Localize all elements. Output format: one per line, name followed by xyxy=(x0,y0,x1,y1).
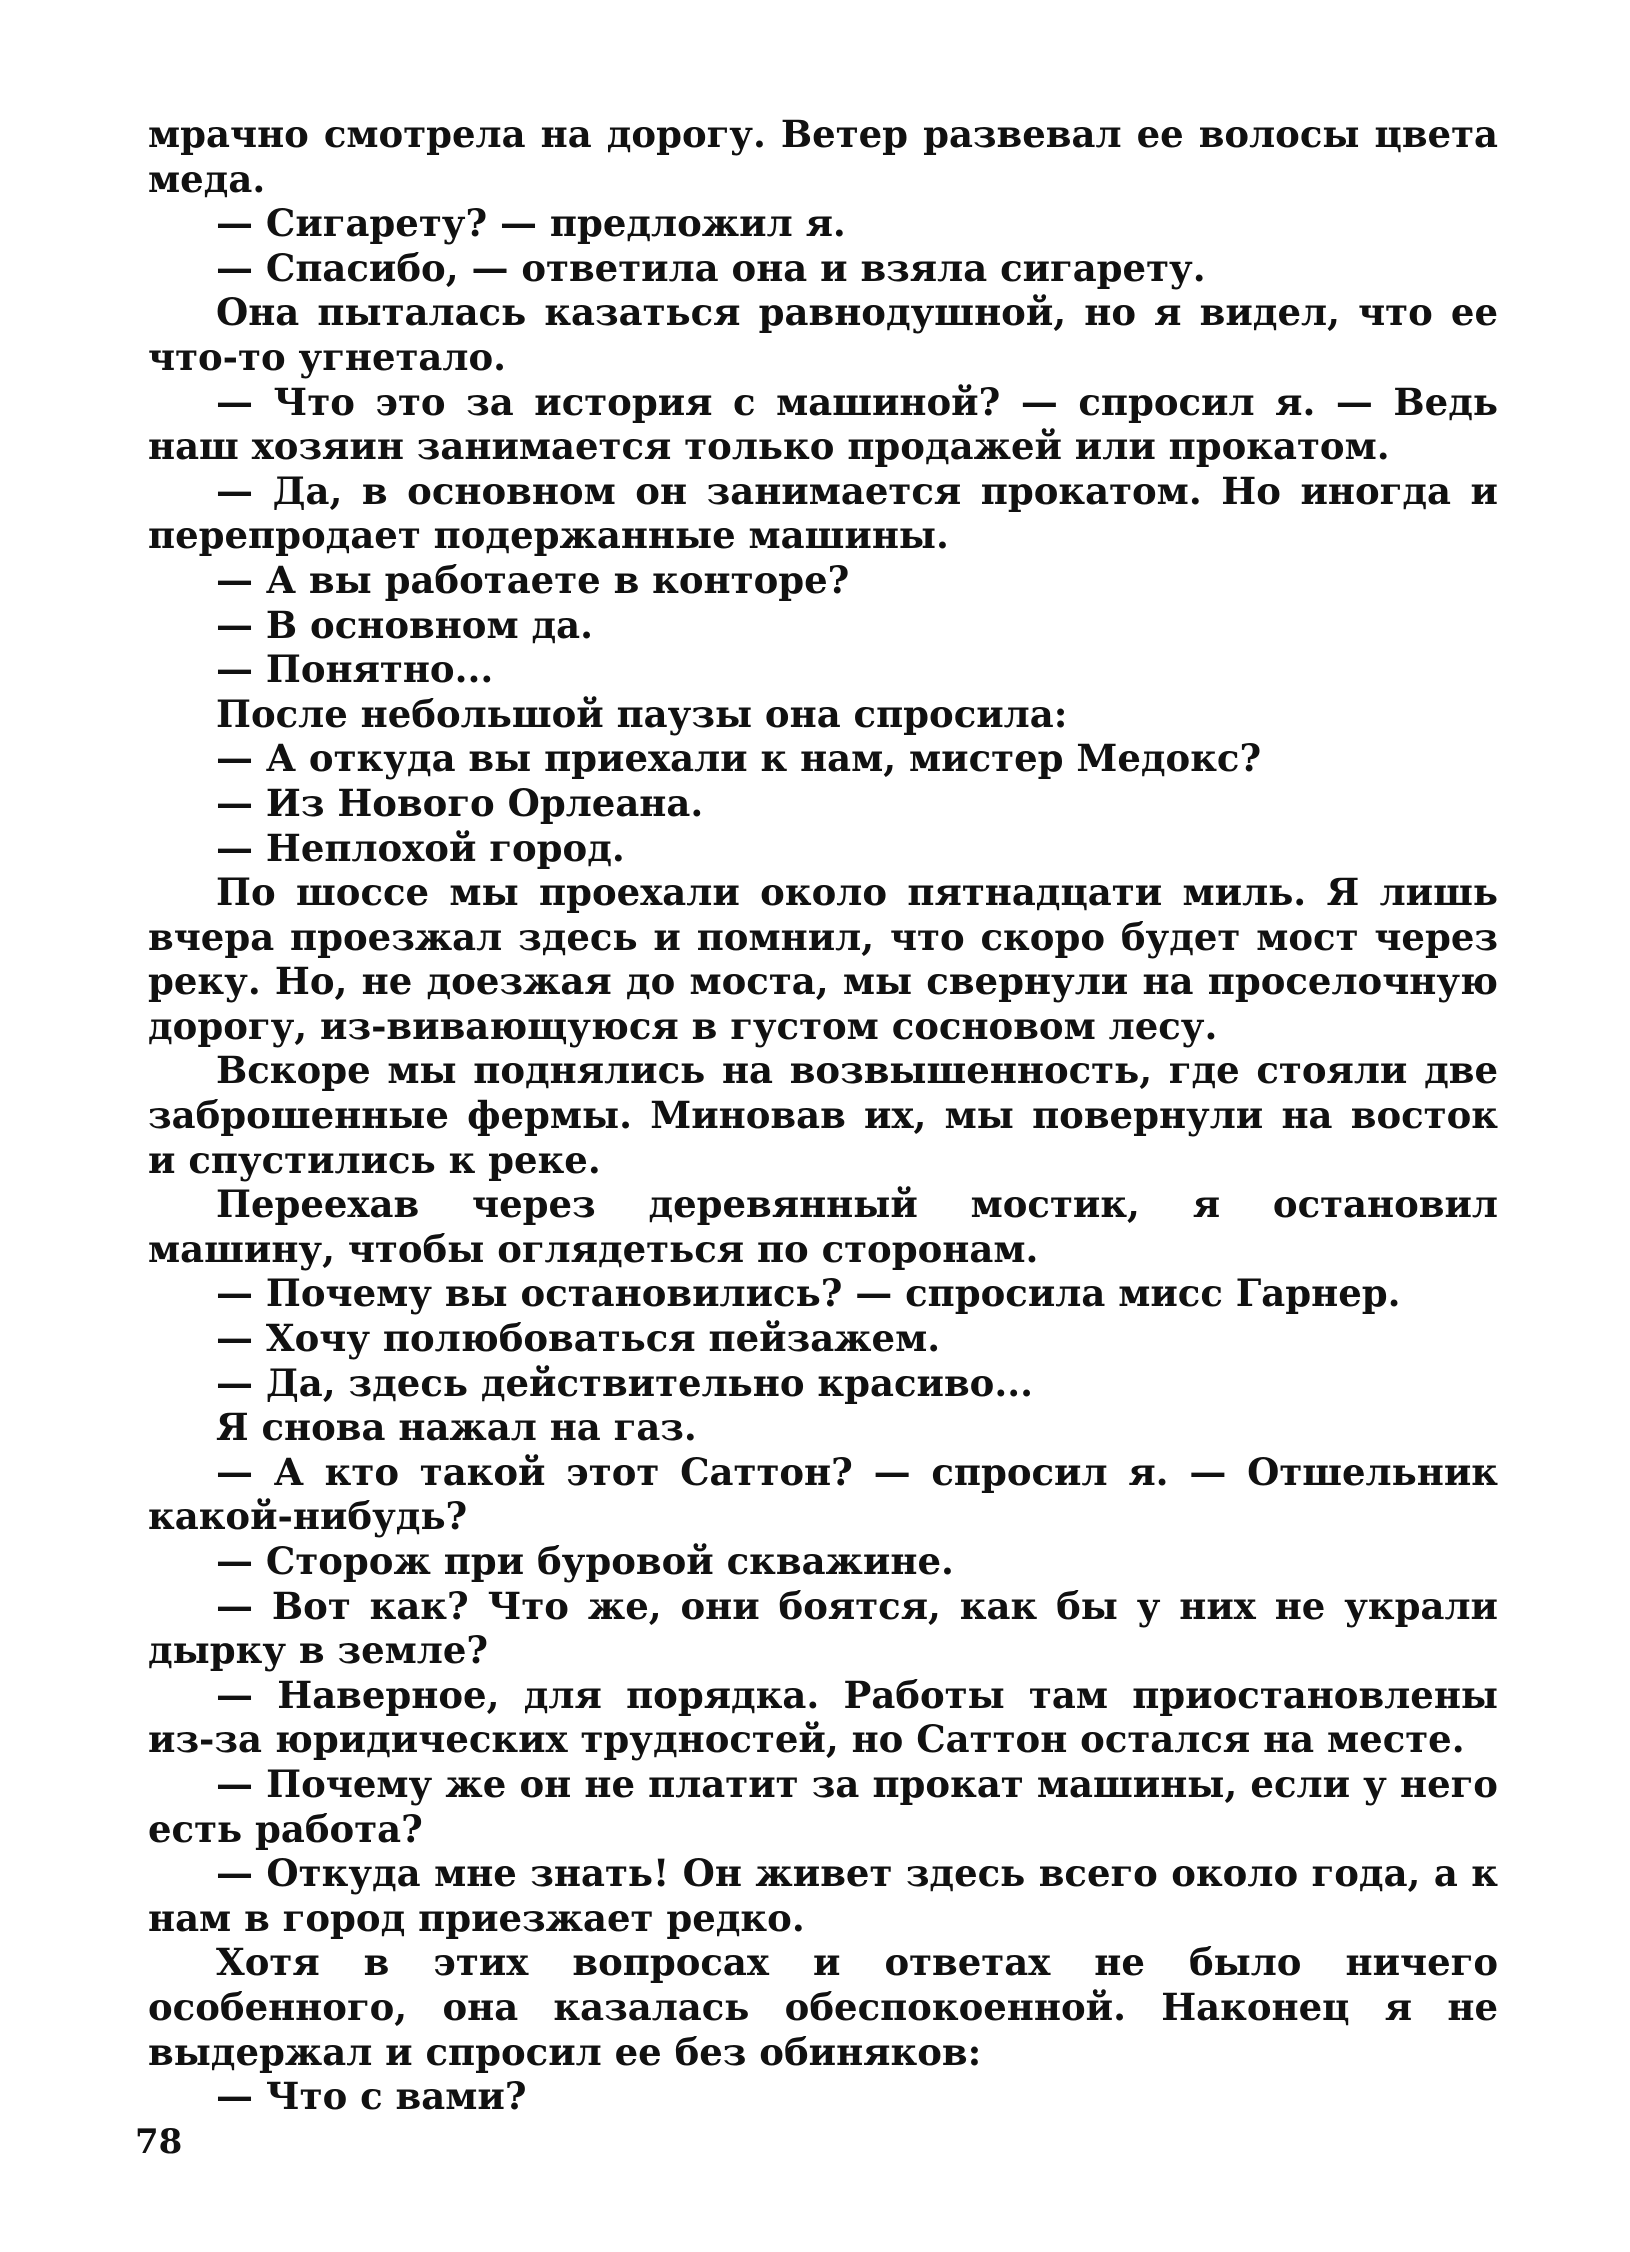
paragraph-27: Хотя в этих вопросах и ответах не было ничего особенного, она казалась обеспокоенной. Наконец я не выдержал и спросил ее без обиняков: xyxy=(148,1940,1498,2074)
paragraph-24: — Наверное, для порядка. Работы там приостановлены из-за юридических трудностей, но Саттон остался на месте. xyxy=(148,1672,1498,1762)
page-text xyxy=(148,112,1498,2119)
paragraph-6: — Да, в основном он занимается прокатом. Но иногда и перепродает подержанные машины. xyxy=(148,468,1498,558)
paragraph-1: мрачно смотрела на дорогу. Ветер развевал ее волосы цвета меда. xyxy=(148,112,1498,201)
paragraph-2: — Сигарету? — предложил я. xyxy=(216,201,846,246)
paragraph-8: — В основном да. xyxy=(216,602,594,647)
paragraph-20: Я снова нажал на газ. xyxy=(216,1405,697,1450)
paragraph-23: — Вот как? Что же, они боятся, как бы у них не украли дырку в земле? xyxy=(148,1583,1498,1673)
paragraph-13: — Неплохой город. xyxy=(216,825,625,870)
paragraph-14: По шоссе мы проехали около пятнадцати миль. Я лишь вчера проезжал здесь и помнил, что скоро будет мост через реку. Но, не доезжая до моста, мы свернули на проселочную дорогу, из-вивающуюся в густом сосновом лесу. xyxy=(148,870,1498,1048)
paragraph-18: — Хочу полюбоваться пейзажем. xyxy=(216,1316,941,1361)
paragraph-4: Она пыталась казаться равнодушной, но я видел, что ее что-то угнетало. xyxy=(148,290,1498,379)
paragraph-9: — Понятно... xyxy=(216,647,494,692)
paragraph-7: — А вы работаете в конторе? xyxy=(216,557,850,602)
paragraph-26: — Откуда мне знать! Он живет здесь всего около года, а к нам в город приезжает редко. xyxy=(148,1851,1498,1940)
paragraph-12: — Из Нового Орлеана. xyxy=(216,780,704,825)
paragraph-5: — Что это за история с машиной? — спросил я. — Ведь наш хозяин занимается только продажей или прокатом. xyxy=(148,379,1498,469)
page-number: 78 xyxy=(135,2122,183,2162)
paragraph-19: — Да, здесь действительно красиво... xyxy=(216,1360,1033,1405)
paragraph-25: — Почему же он не платит за прокат машины, если у него есть работа? xyxy=(148,1761,1498,1851)
paragraph-15: Вскоре мы поднялись на возвышенность, где стояли две заброшенные фермы. Миновав их, мы повернули на восток и спустились к реке. xyxy=(148,1048,1498,1182)
paragraph-11: — А откуда вы приехали к нам, мистер Медокс? xyxy=(216,736,1262,781)
paragraph-17: — Почему вы остановились? — спросила мисс Гарнер. xyxy=(216,1271,1401,1316)
paragraph-22: — Сторож при буровой скважине. xyxy=(216,1539,954,1583)
paragraph-21: — А кто такой этот Саттон? — спросил я. — Отшельник какой-нибудь? xyxy=(148,1449,1498,1539)
paragraph-16: Переехав через деревянный мостик, я остановил машину, чтобы оглядеться по сторонам. xyxy=(148,1182,1498,1271)
paragraph-28: — Что с вами? xyxy=(216,2074,527,2119)
paragraph-10: После небольшой паузы она спросила: xyxy=(216,691,1068,736)
paragraph-3: — Спасибо, — ответила она и взяла сигарету. xyxy=(216,245,1206,290)
